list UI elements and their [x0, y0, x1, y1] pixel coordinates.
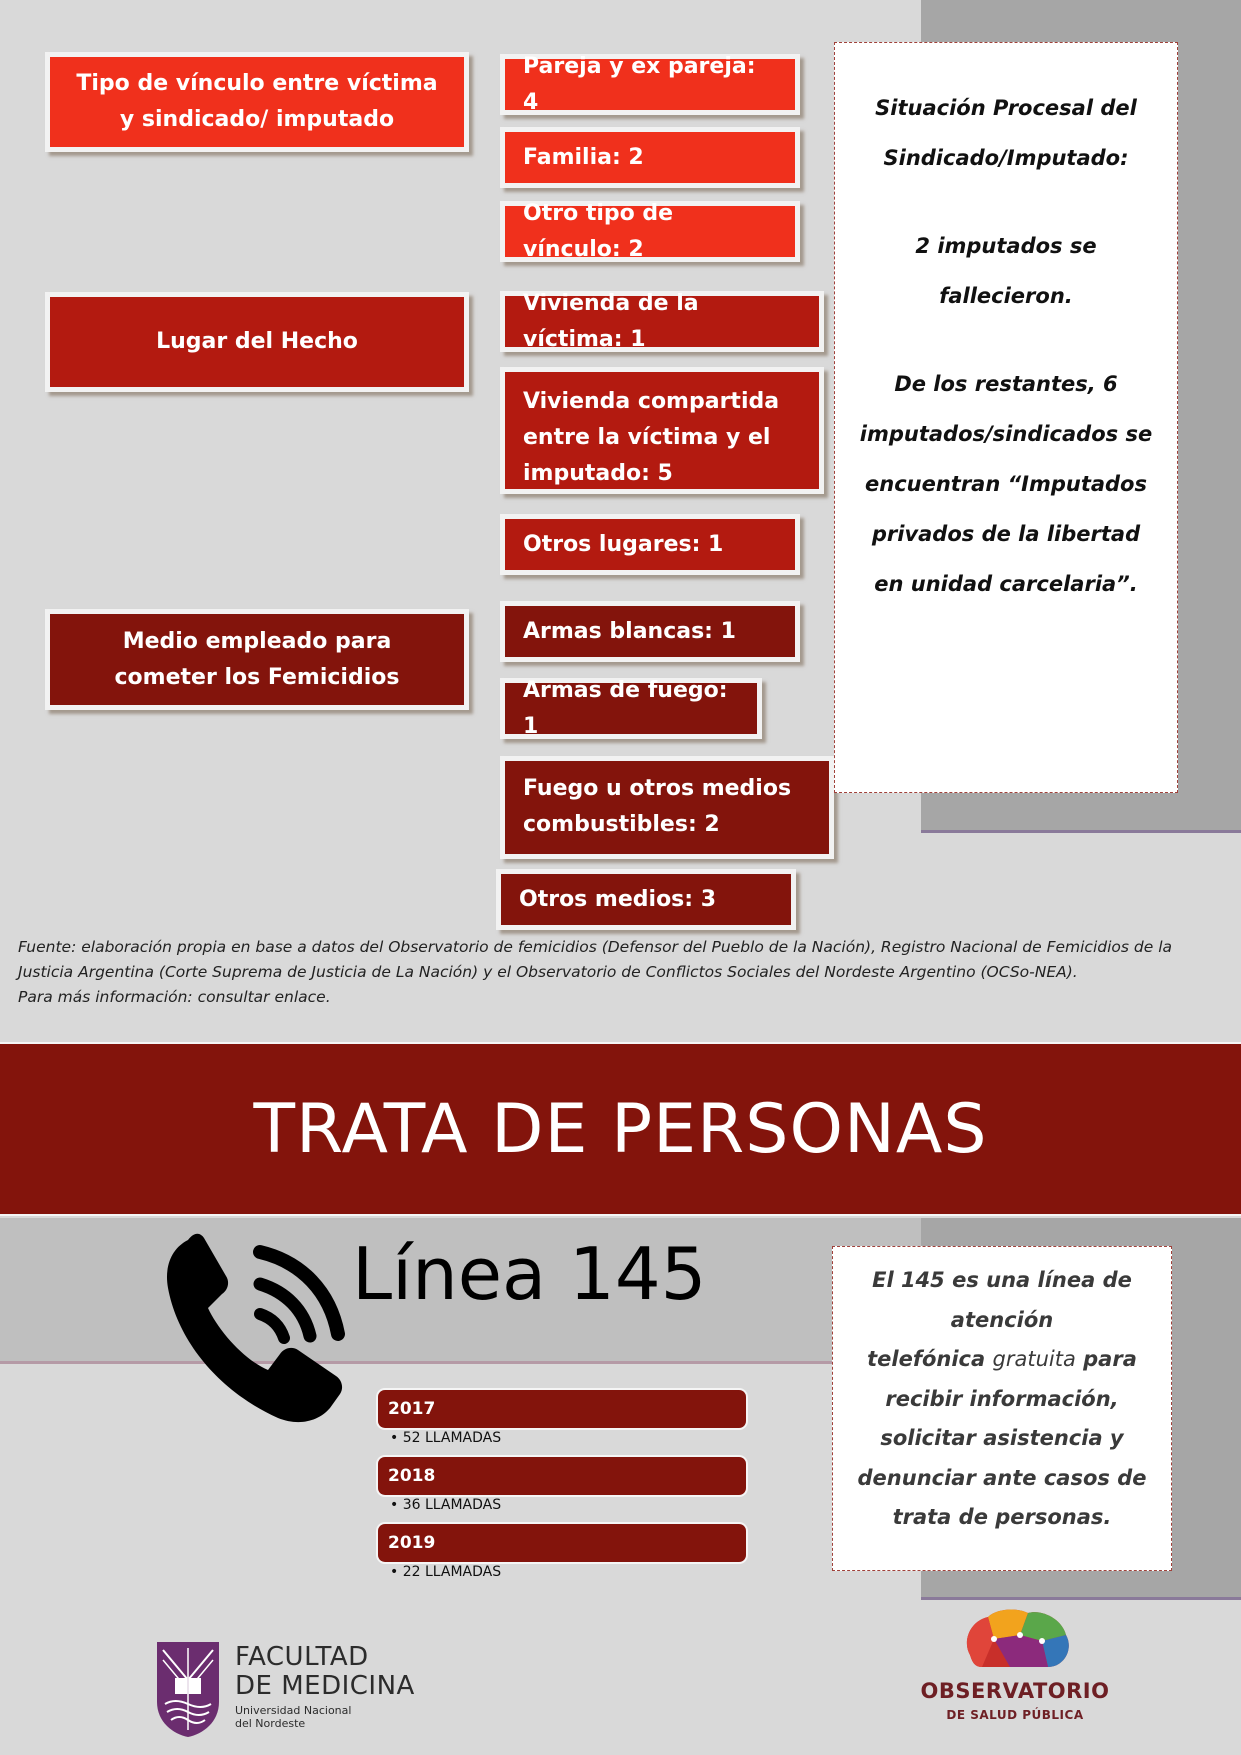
lugar-hecho-header: Lugar del Hecho [45, 292, 469, 392]
facultad-medicina-logo [155, 1640, 415, 1740]
linea-145-title: Línea 145 [352, 1232, 707, 1316]
situacion-p2-line3: encuentran “Imputados [865, 472, 1147, 496]
tipo-vinculo-header: Tipo de vínculo entre víctima y sindicado/ imputado [45, 52, 469, 152]
observatorio-text-line2: DE SALUD PÚBLICA [946, 1708, 1084, 1722]
facultad-text-line3: Universidad Nacional [235, 1704, 352, 1717]
source-line1: Fuente: elaboración propia en base a datos del Observatorio de femicidios (Defensor del Pueblo de la Nación), Registro Nacional de Femicidios de la [18, 938, 1172, 956]
calls-2018: • 36 LLAMADAS [390, 1497, 502, 1513]
facultad-text-line4: del Nordeste [235, 1717, 306, 1730]
call-info-l3c: para [1075, 1347, 1137, 1371]
calls-2017: • 52 LLAMADAS [390, 1430, 502, 1446]
trata-banner [0, 1042, 1241, 1216]
medio-empleado-header: Medio empleado para cometer los Femicidios [45, 609, 469, 710]
year-bar-2017 [378, 1390, 746, 1428]
observatorio-brain-icon [958, 1605, 1074, 1677]
call-info-line7: trata de personas. [892, 1505, 1112, 1529]
situacion-title-line1: Situación Procesal del [875, 96, 1137, 120]
call-info-line4: recibir información, [885, 1386, 1119, 1411]
year-label: 2018 [388, 1466, 436, 1486]
source-line3: Para más información: consultar enlace. [18, 988, 331, 1006]
medio-item-otros: Otros medios: 3 [496, 869, 796, 930]
situacion-p2-line1: De los restantes, 6 [894, 372, 1118, 396]
grey-band-top-line [921, 830, 1241, 833]
observatorio-logo [910, 1605, 1120, 1735]
lugar-item-vivienda-victima: Vivienda de la víctima: 1 [500, 291, 824, 352]
facultad-text-sub [235, 1704, 351, 1730]
calls-2019: • 22 LLAMADAS [390, 1564, 502, 1580]
source-line2: Justicia Argentina (Corte Suprema de Justicia de La Nación) y el Observatorio de Conflictos Sociales del Nordeste Argentino (OCSo-NEA). [18, 963, 1078, 981]
call-info-line2: atención [950, 1307, 1054, 1332]
lugar-item-otros: Otros lugares: 1 [500, 514, 800, 575]
year-bar-2018 [378, 1457, 746, 1495]
banner-title: TRATA DE PERSONAS [253, 1089, 988, 1169]
call-info-line5: solicitar asistencia y [880, 1426, 1124, 1450]
medio-item-armas-fuego: Armas de fuego: 1 [500, 678, 762, 739]
linea-145-info-box [832, 1246, 1172, 1571]
call-info-line6: denunciar ante casos de [857, 1465, 1147, 1490]
observatorio-text-line1: OBSERVATORIO [920, 1679, 1110, 1703]
situacion-p1-line2: fallecieron. [939, 284, 1073, 308]
medio-item-armas-blancas: Armas blancas: 1 [500, 601, 800, 662]
situacion-p2-line2: imputados/sindicados se [859, 422, 1153, 446]
facultad-shield-icon [155, 1640, 221, 1738]
calls-detail: 36 LLAMADAS [402, 1497, 502, 1513]
call-info-line1: El 145 es una línea de [872, 1268, 1132, 1292]
calls-detail: 22 LLAMADAS [402, 1564, 502, 1580]
year-bar-2019 [378, 1524, 746, 1562]
calls-detail: 52 LLAMADAS [402, 1430, 502, 1446]
vinculo-item-familia: Familia: 2 [500, 127, 800, 188]
vinculo-item-pareja: Pareja y ex pareja: 4 [500, 54, 800, 115]
call-info-line3 [833, 1340, 1171, 1380]
source-note [18, 935, 1218, 1010]
situacion-p2-line4: privados de la libertad [871, 522, 1141, 546]
situacion-p2-line5: en unidad carcelaria”. [874, 572, 1138, 596]
phone-icon [160, 1222, 370, 1432]
facultad-text-line2: DE MEDICINA [235, 1671, 415, 1701]
situacion-p1-line1: 2 imputados se [915, 234, 1097, 258]
situacion-title-line2: Sindicado/Imputado: [883, 146, 1129, 170]
facultad-text-line1: FACULTAD [235, 1642, 369, 1672]
call-info-gratuita: gratuita [992, 1347, 1076, 1371]
lugar-item-vivienda-compartida: Vivienda compartida entre la víctima y el imputado: 5 [500, 367, 824, 494]
call-info-l3a: telefónica [867, 1347, 993, 1371]
year-label: 2017 [388, 1399, 436, 1419]
year-label: 2019 [388, 1533, 436, 1553]
grey-band-bottom-line [921, 1597, 1241, 1600]
situacion-procesal-box [834, 42, 1178, 793]
vinculo-item-otro: Otro tipo de vínculo: 2 [500, 201, 800, 262]
medio-item-fuego: Fuego u otros medios combustibles: 2 [500, 756, 834, 859]
